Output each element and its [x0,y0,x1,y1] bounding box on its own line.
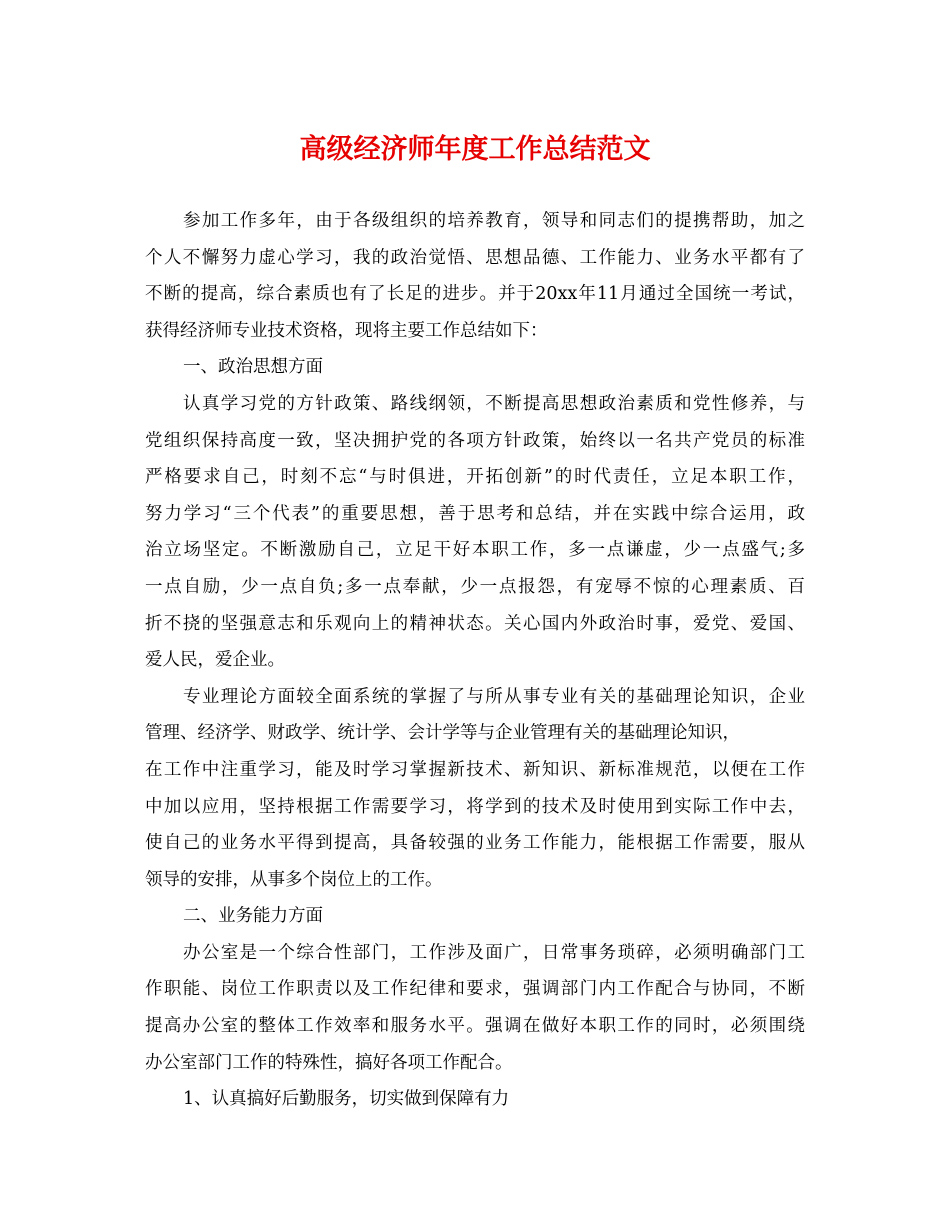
text-line: 不断的提高，综合素质也有了长足的进步。并于20xx年11月通过全国统一考试， [145,284,805,305]
text-line: 一、政治思想方面 [183,357,323,378]
text-line: 参加工作多年，由于各级组织的培养教育，领导和同志们的提携帮助，加之 [183,211,805,231]
text-line: 一点自励，少一点自负;多一点奉献，少一点报怨，有宠辱不惊的心理素质、百 [145,576,805,597]
text-line: 获得经济师专业技术资格，现将主要工作总结如下： [145,320,548,341]
text-line: 管理、经济学、财政学、统计学、会计学等与企业管理有关的基础理论知识， [145,723,740,744]
text-line: 办公室是一个综合性部门，工作涉及面广，日常事务琐碎，必须明确部门工 [183,942,805,963]
text-line: 个人不懈努力虚心学习，我的政治觉悟、思想品德、工作能力、业务水平都有了 [145,247,805,268]
text-line: 中加以应用，坚持根据工作需要学习，将学到的技术及时使用到实际工作中去， [145,796,805,817]
text-line: 领导的安排，从事多个岗位上的工作。 [145,869,443,890]
text-line: 折不挠的坚强意志和乐观向上的精神状态。关心国内外政治时事，爱党、爱国、 [145,613,805,634]
text-line: 认真学习党的方针政策、路线纲领，不断提高思想政治素质和党性修养，与 [183,393,805,414]
text-line: 1、认真搞好后勤服务，切实做到保障有力 [183,1089,510,1110]
text-line: 二、业务能力方面 [183,906,323,927]
text-line: 专业理论方面较全面系统的掌握了与所从事专业有关的基础理论知识，企业 [183,686,805,707]
text-line: 在工作中注重学习，能及时学习掌握新技术、新知识、新标准规范，以便在工作 [145,759,805,780]
text-line: 爱人民，爱企业。 [145,650,285,671]
text-line: 治立场坚定。不断激励自己，立足干好本职工作，多一点谦虚，少一点盛气;多 [145,540,805,561]
text-line: 党组织保持高度一致，坚决拥护党的各项方针政策，始终以一名共产党员的标准 [145,430,805,451]
text-line: 作职能、岗位工作职责以及工作纪律和要求，强调部门内工作配合与协同，不断 [145,979,805,1000]
text-line: 提高办公室的整体工作效率和服务水平。强调在做好本职工作的同时，必须围绕 [145,1016,805,1037]
document-title: 高级经济师年度工作总结范文 [299,134,651,165]
text-line: 严格要求自己，时刻不忘“与时俱进，开拓创新”的时代责任，立足本职工作， [145,467,805,488]
text-line: 办公室部门工作的特殊性，搞好各项工作配合。 [145,1052,513,1073]
text-line: 使自己的业务水平得到提高，具备较强的业务工作能力，能根据工作需要，服从 [145,833,805,854]
document-body [145,203,805,1118]
text-line: 努力学习“三个代表”的重要思想，善于思考和总结，并在实践中综合运用，政 [145,503,805,524]
